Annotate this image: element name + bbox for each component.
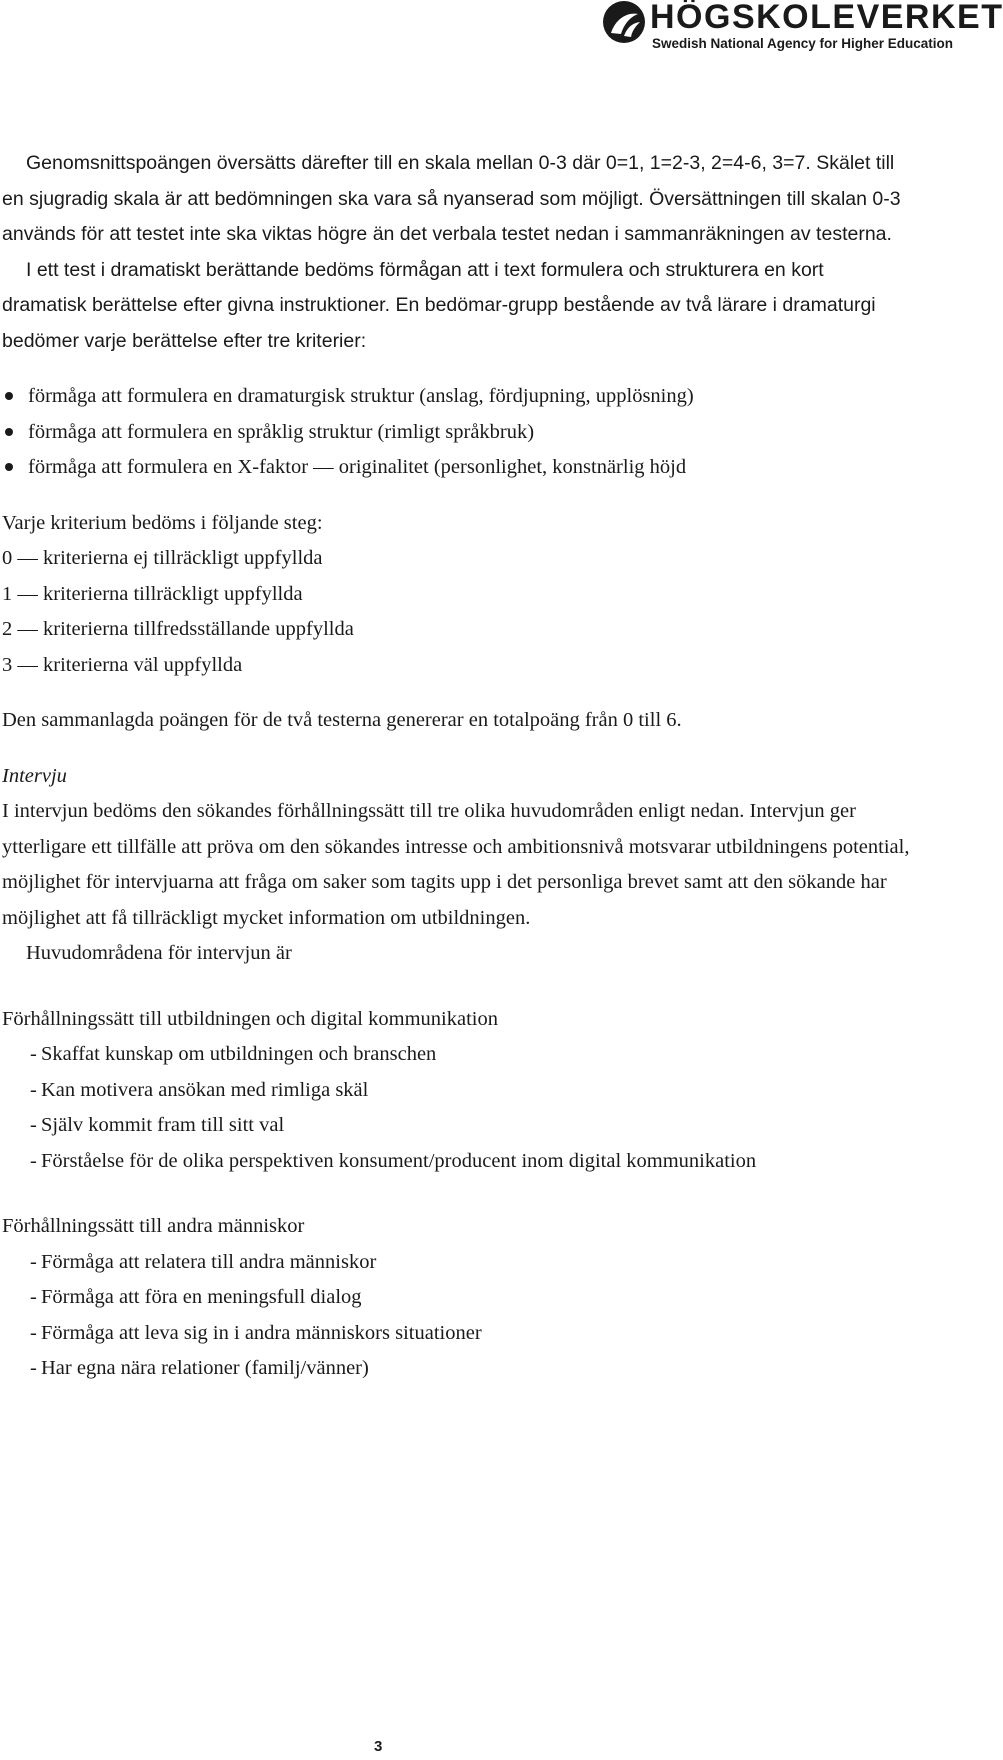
main-areas-intro: Huvudområdena för intervjun är — [26, 942, 292, 964]
list-item: - Förmåga att relatera till andra människor — [30, 1245, 912, 1281]
section-title-people: Förhållningssätt till andra människor — [2, 1215, 305, 1237]
list-item: - Skaffat kunskap om utbildningen och branschen — [30, 1037, 912, 1073]
spacer — [2, 359, 912, 379]
page-header — [600, 0, 1003, 62]
criterion-x-factor: förmåga att formulera en X-faktor — originalitet (personlighet, konstnärlig höjd — [2, 450, 912, 486]
scale-step-0: 0 — kriterierna ej tillräckligt uppfyllda — [2, 547, 323, 569]
spacer — [2, 486, 912, 506]
criteria-list — [2, 379, 912, 486]
scale-step-1: 1 — kriterierna tillräckligt uppfyllda — [2, 582, 303, 605]
spacer — [2, 972, 912, 1002]
agency-logo-icon — [602, 0, 646, 44]
paragraph-score-translation: Genomsnittspoängen översätts därefter till en skala mellan 0-3 där 0=1, 1=2-3, 2=4-6, 3=7. Skälet till en sjugradig skala är att bedömningen ska vara så nyanserad som möjligt. Översättningen till skalan 0-3 används för att testet inte ska viktas högre än det verbala testet nedan i sammanräkningen av testerna. — [2, 152, 901, 245]
criterion-dramaturgy: förmåga att formulera en dramaturgisk struktur (anslag, fördjupning, upplösning) — [2, 379, 912, 415]
spacer — [2, 1179, 912, 1209]
interview-heading: Intervju — [2, 764, 67, 787]
scale-intro: Varje kriterium bedöms i följande steg: — [2, 511, 323, 534]
scale-step-3: 3 — kriterierna väl uppfyllda — [2, 653, 243, 676]
spacer — [2, 739, 912, 759]
education-list — [2, 1037, 912, 1179]
list-item: - Kan motivera ansökan med rimliga skäl — [30, 1073, 912, 1109]
document-body — [2, 146, 912, 1387]
interview-paragraph: I intervjun bedöms den sökandes förhållningssätt till tre olika huvudområden enligt nedan. Intervjun ger ytterligare ett tillfälle att pröva om den sökandes intresse och ambitionsnivå motsvarar utbildningens potential, möjlighet för intervjuarna att fråga om saker som tagits upp i det personliga brevet samt att den sökande har möjlighet att få tillräckligt mycket information om utbildningen. — [2, 800, 910, 929]
dramatic-test-intro: I ett test i dramatiskt berättande bedöms förmågan att i text formulera och strukturera en kort dramatisk berättelse efter givna instruktioner. — [2, 258, 824, 316]
criterion-language: förmåga att formulera en språklig struktur (rimligt språkbruk) — [2, 415, 912, 451]
page-number: 3 — [374, 1738, 383, 1755]
dramatic-test-grading: En bedömar-grupp bestående av två lärare i dramaturgi bedömer varje berättelse efter tre kriterier: — [2, 294, 876, 352]
list-item: - Har egna nära relationer (familj/vänner) — [30, 1351, 912, 1387]
list-item: - Förmåga att föra en meningsfull dialog — [30, 1280, 912, 1316]
people-list — [2, 1245, 912, 1387]
list-item: - Förmåga att leva sig in i andra människors situationer — [30, 1316, 912, 1352]
logo-subtitle: Swedish National Agency for Higher Education — [652, 36, 954, 51]
paragraph-dramatic-test — [2, 253, 912, 360]
section-title-education: Förhållningssätt till utbildningen och digital kommunikation — [2, 1007, 498, 1030]
list-item: - Själv kommit fram till sitt val — [30, 1108, 912, 1144]
scale-step-2: 2 — kriterierna tillfredsställande uppfyllda — [2, 618, 354, 640]
logo-name: HÖGSKOLEVERKET — [650, 0, 1003, 36]
list-item: - Förståelse för de olika perspektiven konsument/producent inom digital kommunikation — [30, 1144, 912, 1180]
total-score-paragraph: Den sammanlagda poängen för de två testerna genererar en totalpoäng från 0 till 6. — [2, 709, 682, 731]
spacer — [2, 683, 912, 703]
